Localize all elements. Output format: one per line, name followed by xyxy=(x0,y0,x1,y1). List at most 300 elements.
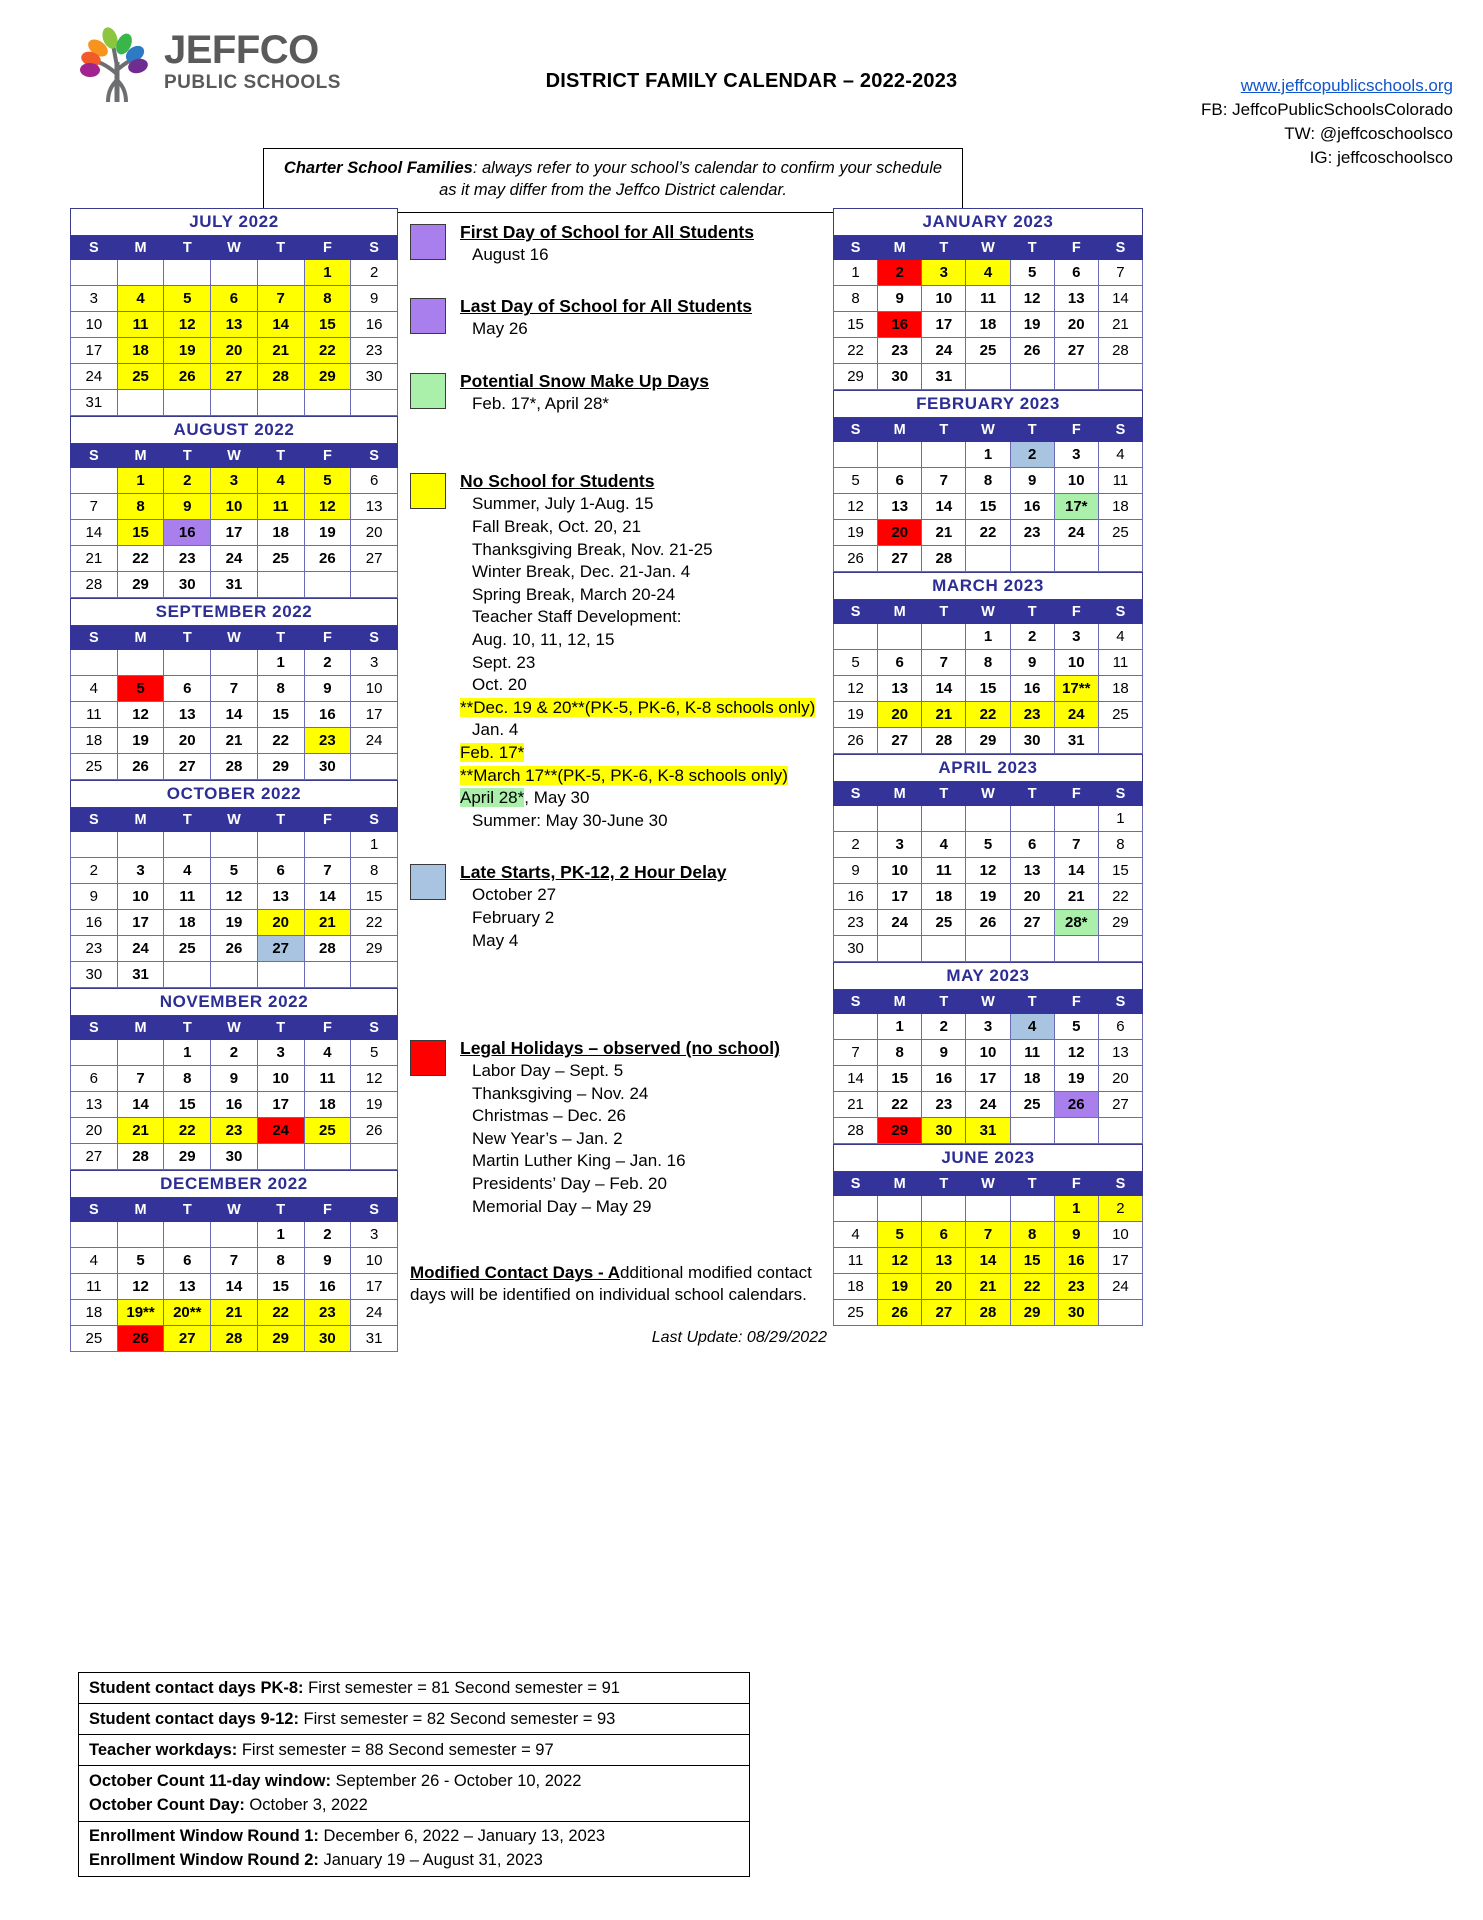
day-cell: 2 xyxy=(878,260,922,286)
dow-header-1: M xyxy=(117,236,164,260)
contact-block xyxy=(1123,22,1453,171)
day-cell: 7 xyxy=(966,1222,1010,1248)
week-row xyxy=(834,364,1143,390)
day-cell: 14 xyxy=(966,1248,1010,1274)
dow-header-3: W xyxy=(211,1198,258,1222)
day-cell: 22 xyxy=(257,1300,304,1326)
day-cell: 2 xyxy=(304,1222,351,1248)
dow-header-2: T xyxy=(922,600,966,624)
week-row xyxy=(71,1118,398,1144)
summary-info-box xyxy=(78,1672,750,1877)
dow-header-4: T xyxy=(257,236,304,260)
legend-item-last-day xyxy=(410,296,833,340)
day-cell-empty xyxy=(164,962,211,988)
day-cell: 20 xyxy=(351,520,398,546)
legend-heading: Legal Holidays – observed (no school) xyxy=(460,1038,780,1059)
week-row xyxy=(834,702,1143,728)
legend-heading: Last Day of School for All Students xyxy=(460,296,753,317)
day-cell-empty xyxy=(834,624,878,650)
day-cell: 25 xyxy=(966,338,1010,364)
day-cell: 22 xyxy=(966,702,1010,728)
website-link[interactable]: www.jeffcopublicschools.org xyxy=(1240,76,1453,95)
day-cell: 19 xyxy=(211,910,258,936)
week-row xyxy=(834,884,1143,910)
day-cell: 26 xyxy=(834,546,878,572)
day-cell: 26 xyxy=(117,1326,164,1352)
day-cell: 3 xyxy=(1054,624,1098,650)
day-cell: 28 xyxy=(966,1300,1010,1326)
month-table xyxy=(833,572,1143,754)
day-cell: 9 xyxy=(304,676,351,702)
day-cell-empty xyxy=(1098,728,1142,754)
summary-row-value: First semester = 82 Second semester = 93 xyxy=(298,1709,616,1728)
dow-header-2: T xyxy=(164,808,211,832)
summary-group-4 xyxy=(79,1822,749,1876)
month-title: JULY 2022 xyxy=(71,209,398,236)
legend-line: Presidents’ Day – Feb. 20 xyxy=(472,1174,667,1194)
dow-header-2: T xyxy=(922,1172,966,1196)
summary-row-label: Enrollment Window Round 1: xyxy=(89,1827,319,1846)
legend-swatch-blue xyxy=(410,864,446,900)
day-cell-empty xyxy=(922,442,966,468)
day-cell: 20 xyxy=(211,338,258,364)
week-row xyxy=(71,676,398,702)
day-cell-empty xyxy=(1054,546,1098,572)
day-cell-empty xyxy=(1010,546,1054,572)
week-row xyxy=(834,676,1143,702)
day-cell: 1 xyxy=(878,1014,922,1040)
month-title: OCTOBER 2022 xyxy=(71,781,398,808)
day-cell: 5 xyxy=(304,468,351,494)
day-cell-empty xyxy=(117,650,164,676)
week-row xyxy=(834,624,1143,650)
day-cell: 29 xyxy=(257,1326,304,1352)
day-cell: 25 xyxy=(834,1300,878,1326)
week-row xyxy=(834,832,1143,858)
day-cell: 8 xyxy=(351,858,398,884)
legend-swatch-green xyxy=(410,373,446,409)
dow-header-1: M xyxy=(878,236,922,260)
day-cell: 24 xyxy=(351,728,398,754)
day-cell: 4 xyxy=(257,468,304,494)
day-cell: 14 xyxy=(211,702,258,728)
day-cell-empty xyxy=(71,650,118,676)
day-cell: 29 xyxy=(164,1144,211,1170)
day-cell: 18 xyxy=(1098,676,1142,702)
dow-header-4: T xyxy=(1010,600,1054,624)
day-cell-empty xyxy=(211,1222,258,1248)
day-cell: 23 xyxy=(71,936,118,962)
day-cell: 16 xyxy=(878,312,922,338)
day-cell: 12 xyxy=(351,1066,398,1092)
dow-header-6: S xyxy=(351,626,398,650)
day-cell: 8 xyxy=(1010,1222,1054,1248)
day-cell: 7 xyxy=(834,1040,878,1066)
dow-header-2: T xyxy=(922,990,966,1014)
week-row xyxy=(71,884,398,910)
day-cell: 31 xyxy=(1054,728,1098,754)
day-cell: 28 xyxy=(922,728,966,754)
day-cell: 11 xyxy=(922,858,966,884)
day-cell: 20** xyxy=(164,1300,211,1326)
dow-header-5: F xyxy=(1054,418,1098,442)
day-cell: 28 xyxy=(71,572,118,598)
week-row xyxy=(71,702,398,728)
day-cell: 5 xyxy=(834,650,878,676)
day-cell: 30 xyxy=(922,1118,966,1144)
day-cell: 11 xyxy=(1010,1040,1054,1066)
month-table xyxy=(70,1170,398,1352)
day-cell: 3 xyxy=(351,650,398,676)
day-cell-empty xyxy=(1098,364,1142,390)
day-cell-empty xyxy=(164,390,211,416)
day-cell: 19 xyxy=(834,702,878,728)
day-cell: 26 xyxy=(351,1118,398,1144)
day-cell: 6 xyxy=(211,286,258,312)
legend-body-late-starts xyxy=(460,862,833,952)
day-cell: 11 xyxy=(966,286,1010,312)
last-update-text: Last Update: 08/29/2022 xyxy=(651,1328,827,1346)
day-cell: 4 xyxy=(117,286,164,312)
day-cell: 30 xyxy=(71,962,118,988)
day-cell: 27 xyxy=(211,364,258,390)
instagram-handle: IG: jeffcoschoolsco xyxy=(1309,148,1453,168)
day-cell: 15 xyxy=(1010,1248,1054,1274)
day-cell: 31 xyxy=(71,390,118,416)
month-title: JANUARY 2023 xyxy=(834,209,1143,236)
day-cell: 2 xyxy=(304,650,351,676)
day-cell: 9 xyxy=(164,494,211,520)
day-cell: 1 xyxy=(834,260,878,286)
day-cell-empty xyxy=(1098,1118,1142,1144)
month-title: FEBRUARY 2023 xyxy=(834,391,1143,418)
day-cell: 17 xyxy=(966,1066,1010,1092)
logo-wordmark: JEFFCO xyxy=(164,27,319,72)
day-cell: 18 xyxy=(922,884,966,910)
week-row xyxy=(834,338,1143,364)
dow-header-6: S xyxy=(1098,236,1142,260)
dow-header-5: F xyxy=(1054,236,1098,260)
dow-header-3: W xyxy=(211,626,258,650)
legend-item-late-starts xyxy=(410,862,833,952)
day-cell: 30 xyxy=(834,936,878,962)
summary-row xyxy=(79,1676,749,1700)
day-cell: 5 xyxy=(878,1222,922,1248)
legend-line: New Year’s – Jan. 2 xyxy=(472,1128,623,1148)
legend-heading: Potential Snow Make Up Days xyxy=(460,370,709,391)
week-row xyxy=(71,546,398,572)
dow-header-6: S xyxy=(351,1198,398,1222)
charter-notice-lead: Charter School Families xyxy=(283,159,473,177)
day-cell: 18 xyxy=(834,1274,878,1300)
day-cell: 4 xyxy=(71,676,118,702)
day-cell: 14 xyxy=(257,312,304,338)
dow-header-6: S xyxy=(1098,418,1142,442)
dow-header-1: M xyxy=(878,990,922,1014)
dow-header-4: T xyxy=(1010,990,1054,1014)
day-cell: 27 xyxy=(351,546,398,572)
summary-row-label: Enrollment Window Round 2: xyxy=(89,1851,319,1870)
day-cell: 22 xyxy=(834,338,878,364)
day-cell: 8 xyxy=(1098,832,1142,858)
day-cell: 30 xyxy=(351,364,398,390)
day-cell-empty xyxy=(164,260,211,286)
day-cell: 3 xyxy=(257,1040,304,1066)
day-cell: 26 xyxy=(304,546,351,572)
day-cell: 19 xyxy=(1010,312,1054,338)
day-cell: 7 xyxy=(304,858,351,884)
day-cell: 7 xyxy=(71,494,118,520)
day-cell: 12 xyxy=(834,676,878,702)
day-cell: 30 xyxy=(304,754,351,780)
day-cell: 15 xyxy=(304,312,351,338)
day-cell: 24 xyxy=(1054,702,1098,728)
day-cell: 17 xyxy=(117,910,164,936)
legend-item-snow-days xyxy=(410,371,833,415)
day-cell: 26 xyxy=(211,936,258,962)
dow-header-3: W xyxy=(211,808,258,832)
dow-header-3: W xyxy=(211,444,258,468)
day-cell-empty xyxy=(164,1222,211,1248)
legend-line: Martin Luther King – Jan. 16 xyxy=(472,1151,686,1171)
day-cell: 11 xyxy=(71,702,118,728)
day-cell: 14 xyxy=(304,884,351,910)
day-cell: 12 xyxy=(304,494,351,520)
day-cell: 6 xyxy=(164,1248,211,1274)
month-table xyxy=(833,962,1143,1144)
day-cell: 23 xyxy=(304,728,351,754)
day-cell: 8 xyxy=(117,494,164,520)
day-cell: 1 xyxy=(351,832,398,858)
day-cell: 14 xyxy=(117,1092,164,1118)
day-cell-empty xyxy=(922,1196,966,1222)
week-row xyxy=(71,1326,398,1352)
day-cell: 4 xyxy=(1098,442,1142,468)
week-row xyxy=(834,286,1143,312)
day-cell: 23 xyxy=(211,1118,258,1144)
dow-header-4: T xyxy=(257,626,304,650)
week-row xyxy=(71,1040,398,1066)
day-cell: 9 xyxy=(878,286,922,312)
dow-header-4: T xyxy=(1010,1172,1054,1196)
day-cell-empty xyxy=(304,572,351,598)
day-cell: 26 xyxy=(117,754,164,780)
day-cell: 16 xyxy=(211,1092,258,1118)
day-cell: 21 xyxy=(117,1118,164,1144)
day-cell: 6 xyxy=(878,650,922,676)
day-cell-empty xyxy=(211,962,258,988)
summary-row-value: First semester = 81 Second semester = 91 xyxy=(303,1678,620,1697)
day-cell: 23 xyxy=(1010,520,1054,546)
summary-group-0 xyxy=(79,1673,749,1704)
day-cell: 8 xyxy=(966,468,1010,494)
day-cell: 24 xyxy=(878,910,922,936)
day-cell: 17* xyxy=(1054,494,1098,520)
day-cell: 10 xyxy=(1054,650,1098,676)
day-cell: 2 xyxy=(71,858,118,884)
day-cell: 13 xyxy=(1010,858,1054,884)
day-cell-empty xyxy=(71,260,118,286)
week-row xyxy=(834,1300,1143,1326)
day-cell: 17 xyxy=(351,1274,398,1300)
day-cell: 3 xyxy=(117,858,164,884)
day-cell: 12 xyxy=(117,702,164,728)
right-month-column xyxy=(833,208,1143,1352)
day-cell-empty xyxy=(117,832,164,858)
day-cell: 29 xyxy=(351,936,398,962)
legend-spacer xyxy=(410,415,833,471)
month-table xyxy=(70,208,398,416)
day-cell: 8 xyxy=(257,676,304,702)
day-cell: 19 xyxy=(117,728,164,754)
day-cell: 3 xyxy=(1054,442,1098,468)
modified-contact-heading: Modified Contact Days - A xyxy=(410,1263,620,1283)
day-cell-empty xyxy=(257,1144,304,1170)
day-cell-empty xyxy=(304,390,351,416)
dow-header-6: S xyxy=(1098,990,1142,1014)
day-cell: 21 xyxy=(1098,312,1142,338)
day-cell: 22 xyxy=(117,546,164,572)
legend-swatch-purple xyxy=(410,298,446,334)
summary-row-value: September 26 - October 10, 2022 xyxy=(331,1771,582,1790)
day-cell: 4 xyxy=(966,260,1010,286)
week-row xyxy=(71,494,398,520)
summary-row xyxy=(79,1769,749,1793)
legend-line: Labor Day – Sept. 5 xyxy=(472,1061,624,1081)
day-cell: 2 xyxy=(834,832,878,858)
summary-row-value: December 6, 2022 – January 13, 2023 xyxy=(318,1827,606,1846)
day-cell: 16 xyxy=(164,520,211,546)
day-cell: 4 xyxy=(71,1248,118,1274)
week-row xyxy=(834,936,1143,962)
legend-line xyxy=(460,787,833,810)
day-cell: 22 xyxy=(164,1118,211,1144)
dow-header-0: S xyxy=(834,990,878,1014)
week-row xyxy=(834,494,1143,520)
week-row xyxy=(71,1144,398,1170)
week-row xyxy=(834,1196,1143,1222)
day-cell: 21 xyxy=(257,338,304,364)
day-cell: 18 xyxy=(71,728,118,754)
day-cell: 28 xyxy=(1098,338,1142,364)
dow-header-0: S xyxy=(834,236,878,260)
dow-header-2: T xyxy=(164,1016,211,1040)
dow-header-0: S xyxy=(834,782,878,806)
legend-line: Summer: May 30-June 30 xyxy=(472,810,668,830)
day-cell: 22 xyxy=(1010,1274,1054,1300)
dow-header-0: S xyxy=(71,444,118,468)
modified-contact-days-note xyxy=(410,1248,833,1306)
day-cell: 24 xyxy=(966,1092,1010,1118)
legend-line xyxy=(460,742,833,765)
day-cell-empty xyxy=(164,832,211,858)
week-row xyxy=(834,1248,1143,1274)
day-cell: 28 xyxy=(211,1326,258,1352)
dow-header-0: S xyxy=(71,808,118,832)
week-row xyxy=(71,962,398,988)
day-cell: 8 xyxy=(966,650,1010,676)
week-row xyxy=(834,910,1143,936)
dow-header-6: S xyxy=(351,444,398,468)
day-cell: 23 xyxy=(304,1300,351,1326)
day-cell: 3 xyxy=(211,468,258,494)
day-cell: 1 xyxy=(304,260,351,286)
day-cell-empty xyxy=(1054,364,1098,390)
week-row xyxy=(71,468,398,494)
legend-heading: No School for Students xyxy=(460,471,655,492)
day-cell: 18 xyxy=(1098,494,1142,520)
summary-row-value: January 19 – August 31, 2023 xyxy=(318,1851,543,1870)
week-row xyxy=(834,468,1143,494)
day-cell: 13 xyxy=(1098,1040,1142,1066)
day-cell-empty xyxy=(117,1222,164,1248)
dow-header-5: F xyxy=(304,1016,351,1040)
day-cell: 25 xyxy=(304,1118,351,1144)
day-cell: 25 xyxy=(164,936,211,962)
day-cell: 31 xyxy=(117,962,164,988)
day-cell: 24 xyxy=(257,1118,304,1144)
day-cell: 29 xyxy=(1010,1300,1054,1326)
facebook-handle: FB: JeffcoPublicSchoolsColorado xyxy=(1201,100,1453,120)
day-cell-empty xyxy=(71,1040,118,1066)
day-cell-empty xyxy=(257,962,304,988)
day-cell: 5 xyxy=(966,832,1010,858)
week-row xyxy=(71,1066,398,1092)
page-title: DISTRICT FAMILY CALENDAR – 2022-2023 xyxy=(545,70,958,92)
dow-header-1: M xyxy=(117,808,164,832)
week-row xyxy=(71,260,398,286)
legend-line: Christmas – Dec. 26 xyxy=(472,1106,626,1126)
day-cell: 20 xyxy=(1098,1066,1142,1092)
day-cell-empty xyxy=(71,468,118,494)
summary-row-value: October 3, 2022 xyxy=(244,1795,368,1814)
day-cell: 27 xyxy=(878,546,922,572)
title-container xyxy=(380,22,1123,93)
legend-line-rest: , May 30 xyxy=(524,788,590,808)
day-cell: 16 xyxy=(304,702,351,728)
legend-swatch-purple xyxy=(410,224,446,260)
day-cell: 26 xyxy=(834,728,878,754)
dow-header-2: T xyxy=(164,236,211,260)
day-cell: 27 xyxy=(71,1144,118,1170)
legend-spacer xyxy=(410,341,833,371)
day-cell: 5 xyxy=(1054,1014,1098,1040)
dow-header-2: T xyxy=(922,236,966,260)
day-cell-empty xyxy=(966,936,1010,962)
day-cell: 15 xyxy=(257,1274,304,1300)
day-cell: 25 xyxy=(1010,1092,1054,1118)
week-row xyxy=(71,1222,398,1248)
day-cell: 19 xyxy=(834,520,878,546)
day-cell: 27 xyxy=(1098,1092,1142,1118)
day-cell: 9 xyxy=(211,1066,258,1092)
modified-contact-text: dditional modified contact days will be identified on individual school calendars. xyxy=(410,1263,812,1305)
day-cell: 23 xyxy=(1010,702,1054,728)
day-cell-empty xyxy=(1054,936,1098,962)
legend-line: Winter Break, Dec. 21-Jan. 4 xyxy=(472,562,691,582)
week-row xyxy=(834,1118,1143,1144)
day-cell-empty xyxy=(834,1014,878,1040)
week-row xyxy=(834,1274,1143,1300)
legend-line: Summer, July 1-Aug. 15 xyxy=(472,494,654,514)
charter-notice-text: : always refer to your school’s calendar to confirm your schedule as it may differ from the Jeffco District calendar. xyxy=(439,159,943,200)
dow-header-0: S xyxy=(71,1016,118,1040)
week-row xyxy=(71,858,398,884)
legend-body-no-school xyxy=(460,471,833,832)
month-title: MAY 2023 xyxy=(834,963,1143,990)
day-cell: 21 xyxy=(834,1092,878,1118)
day-cell: 6 xyxy=(878,468,922,494)
